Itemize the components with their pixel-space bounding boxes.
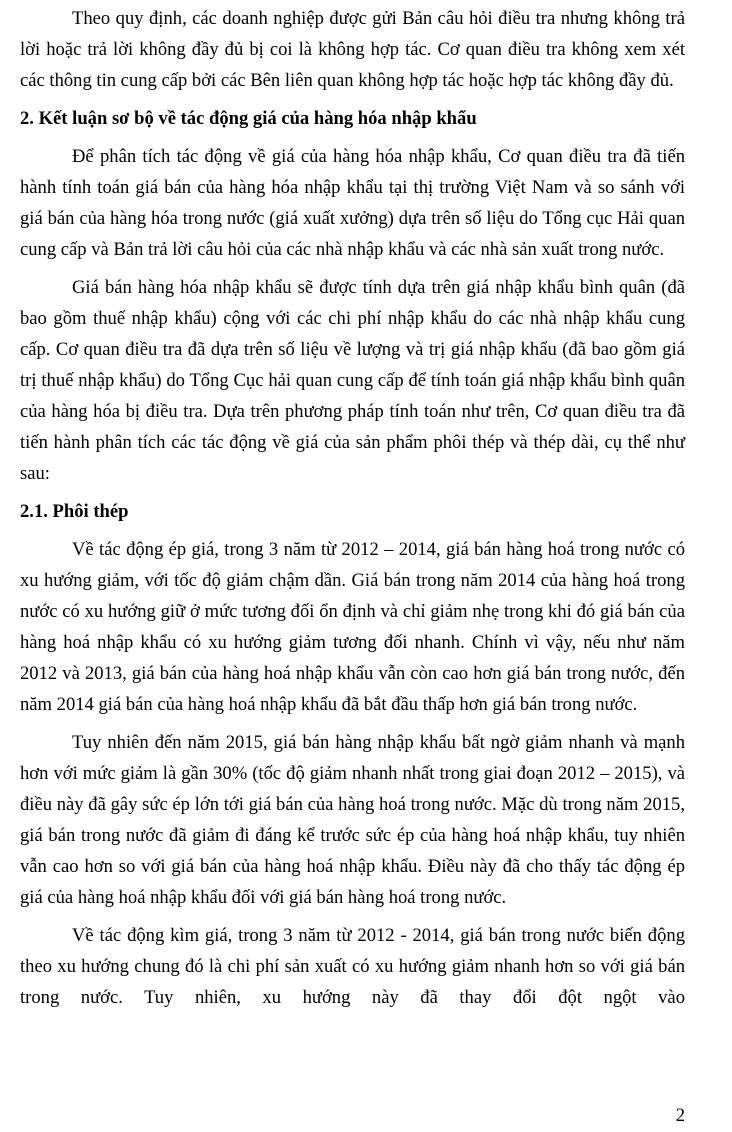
paragraph: Tuy nhiên đến năm 2015, giá bán hàng nhập khẩu bất ngờ giảm nhanh và mạnh hơn với mức giảm là gần 30% (tốc độ giảm nhanh nhất trong giai đoạn 2012 – 2015), và điều này đã gây sức ép lớn tới giá bán của hàng hoá trong nước. Mặc dù trong năm 2015, giá bán trong nước đã giảm đi đáng kể trước sức ép của hàng hoá nhập khẩu, tuy nhiên vẫn cao hơn so với giá bán của hàng hoá nhập khẩu. Điều này đã cho thấy tác động ép giá của hàng hoá nhập khẩu đối với giá bán hàng hoá trong nước.	[20, 732, 685, 908]
document-page	[20, 3, 685, 1020]
page-number: 2	[675, 1105, 685, 1126]
section-heading-2: 2. Kết luận sơ bộ về tác động giá của hàng hóa nhập khẩu	[20, 108, 477, 129]
section-heading-2-1: 2.1. Phôi thép	[20, 501, 129, 522]
paragraph-intro: Theo quy định, các doanh nghiệp được gửi Bản câu hỏi điều tra nhưng không trả lời hoặc trả lời không đầy đủ bị coi là không hợp tác. Cơ quan điều tra không xem xét các thông tin cung cấp bởi các Bên liên quan không hợp tác hoặc hợp tác không đầy đủ.	[20, 8, 685, 91]
paragraph: Để phân tích tác động về giá của hàng hóa nhập khẩu, Cơ quan điều tra đã tiến hành tính toán giá bán của hàng hóa nhập khẩu tại thị trường Việt Nam và so sánh với giá bán của hàng hóa trong nước (giá xuất xưởng) dựa trên số liệu do Tổng cục Hải quan cung cấp và Bản trả lời câu hỏi của các nhà nhập khẩu và các nhà sản xuất trong nước.	[20, 146, 685, 260]
paragraph: Về tác động kìm giá, trong 3 năm từ 2012 - 2014, giá bán trong nước biến động theo xu hướng chung đó là chi phí sản xuất có xu hướng giảm nhanh hơn so với giá bán trong nước. Tuy nhiên, xu hướng này đã thay đổi đột ngột vào	[20, 925, 685, 1008]
paragraph: Giá bán hàng hóa nhập khẩu sẽ được tính dựa trên giá nhập khẩu bình quân (đã bao gồm thuế nhập khẩu) cộng với các chi phí nhập khẩu do các nhà nhập khẩu cung cấp. Cơ quan điều tra đã dựa trên số liệu về lượng và trị giá nhập khẩu (đã bao gồm giá trị thuế nhập khẩu) do Tổng Cục hải quan cung cấp để tính toán giá nhập khẩu bình quân của hàng hóa bị điều tra. Dựa trên phương pháp tính toán như trên, Cơ quan điều tra đã tiến hành phân tích các tác động về giá của sản phẩm phôi thép và thép dài, cụ thể như sau:	[20, 277, 685, 484]
paragraph: Về tác động ép giá, trong 3 năm từ 2012 – 2014, giá bán hàng hoá trong nước có xu hướng giảm, với tốc độ giảm chậm dần. Giá bán trong năm 2014 của hàng hoá trong nước có xu hướng giữ ở mức tương đối ổn định và chỉ giảm nhẹ trong khi đó giá bán của hàng hoá nhập khẩu có xu hướng giảm tương đối nhanh. Chính vì vậy, nếu như năm 2012 và 2013, giá bán của hàng hoá nhập khẩu vẫn còn cao hơn giá bán trong nước, đến năm 2014 giá bán của hàng hoá nhập khẩu đã bắt đầu thấp hơn giá bán trong nước.	[20, 539, 685, 715]
